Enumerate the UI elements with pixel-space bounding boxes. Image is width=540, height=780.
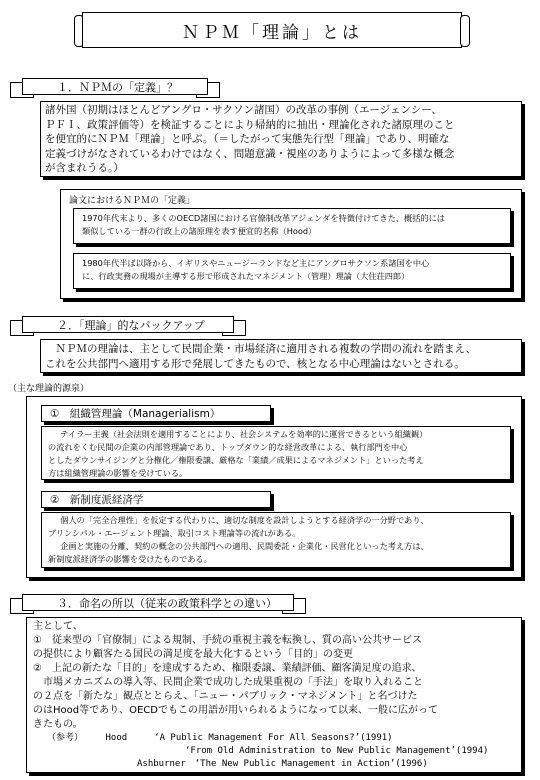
text-line: 市場メカニズムの導入等、民間企業で成功した成果重視の「手法」を取り入れること [43,677,423,688]
text-line: これを公共部門へ適用する形で発展してきたもので、核となる中心理論はないとされる。 [45,357,465,370]
managerialism-title: ① 組織管理論（Managerialism） [50,408,221,420]
text-line: 個人の「完全合理性」を仮定する代わりに、適切な制度を設計しようとする経済学の一分野であり、 [60,515,429,525]
page-title: ＮＰＭ「理論」とは [182,22,362,43]
text-line: 定義づけがなされているわけではなく、問題意識・視座のありようによって多様な概念 [45,147,455,160]
institutional-econ-title-box [41,491,271,508]
text-line: テイラー主義（社会法則を適用することにより、社会システムを効率的に運営できるという組織観） [60,429,428,439]
institutional-econ-title: ② 新制度派経済学 [50,494,144,506]
section-2-heading: ２．「理論」的なバックアップ [57,318,205,332]
text-line: としたダウンサイジングと分権化／権限委譲、厳格な「業績／成果によるマネジメント」といった考え [48,455,424,465]
text-line: ＮＰＭの理論は、主として民間企業・市場経済に適用される複数の学問の流れを踏まえ、 [55,343,477,355]
text-line: 企画と実施の分離、契約の概念の公共部門への適用、民間委託・企業化・民営化といった考え方は、 [60,541,429,551]
reference-line: Ashburner ‘The New Public Management in Action’(1996) [137,759,428,769]
references [33,732,515,771]
title-scroll [78,12,466,48]
text-line: 主として、 [33,621,83,632]
section-2-intro [40,339,522,373]
text-line: 類似している一群の行政上の諸原理を表す便宜的名称（Hood） [82,226,317,236]
text-line: 新制度派経済学の影響を受けたものである。 [48,554,212,564]
text-line: プリンシパル・エージェント理論、取引コスト理論等の流れがある。 [48,528,301,538]
section-1-heading: １．ＮＰＭの「定義」？ [57,80,178,94]
section-2-heading-ribbon [10,316,246,336]
text-line: 方は組織管理論の影響を受けている。 [48,468,188,478]
definition-osumi [73,253,511,289]
text-line: を便宜的にＮＰＭ「理論」と呼ぶ。（＝したがって実態先行型「理論」であり、明確な [45,133,450,145]
text-line: きたもの。 [33,719,83,730]
section-1-heading-ribbon [10,78,220,98]
section-3-heading-ribbon [10,594,306,614]
sources-label: （主な理論的源泉） [8,384,90,394]
papers-definition-label: 論文におけるＮＰＭの「定義」 [69,196,196,206]
text-line: の提供により顧客たる国民の満足度を最大化するという「目的」の変更 [33,649,353,660]
theory-sources-panel [26,396,522,578]
text-line: の２点を「新たな」観点ととらえ、「ニュー・パブリック・マネジメント」と名づけた [33,691,418,702]
section-3-body [26,617,522,773]
text-line: 諸外国（初期はほとんどアングロ・サクソン諸国）の改革の事例（エージェンシー、 [45,104,442,116]
text-line: 1980年代半ば以降から、イギリスやニュージーランドなど主にアングロサクソン系諸国を中心 [82,258,430,268]
scroll-curl-right [460,15,470,47]
text-line: 1970年代末より、多くのOECD諸国における官僚制改革アジェンダを特徴付けてきた、概括的には [82,213,445,223]
definition-hood [73,208,511,244]
section-1-body [40,101,522,177]
reference-line: （参考） Hood ‘A Public Management For All Seasons?’(1991) [47,733,393,743]
managerialism-title-box [41,405,271,422]
text-line: が含まれうる。） [45,162,124,174]
managerialism-body [41,426,511,480]
text-line: に、行政実務の現場が主導する形で形成されたマネジメント（管理）理論（大住荘四郎） [82,271,410,281]
institutional-econ-body [41,512,511,568]
reference-line: ‘From Old Administration to New Public Management’(1994) [185,746,489,756]
papers-definition-panel [60,189,522,299]
text-line: の流れをくむ民間の企業の内部管理論であり、トップダウン的な経営改革による、執行部門を中心 [48,442,408,452]
section-3-heading: ３．命名の所以（従来の政策科学との違い） [57,596,277,610]
text-line: ＰＦＩ、政策評価等）を検証することにより帰納的に抽出・理論化された諸原理のこと [45,118,455,131]
text-line: のはHood等であり、OECDでもこの用語が用いられるようになって以来、一般に広がって [33,705,438,716]
text-line: ② 上記の新たな「目的」を達成するため、権限委譲、業績評価、顧客満足度の追求、 [33,663,422,674]
text-line: ① 従来型の「官僚制」による規制、手続の重視主義を転換し、質の高い公共サービス [33,635,422,646]
